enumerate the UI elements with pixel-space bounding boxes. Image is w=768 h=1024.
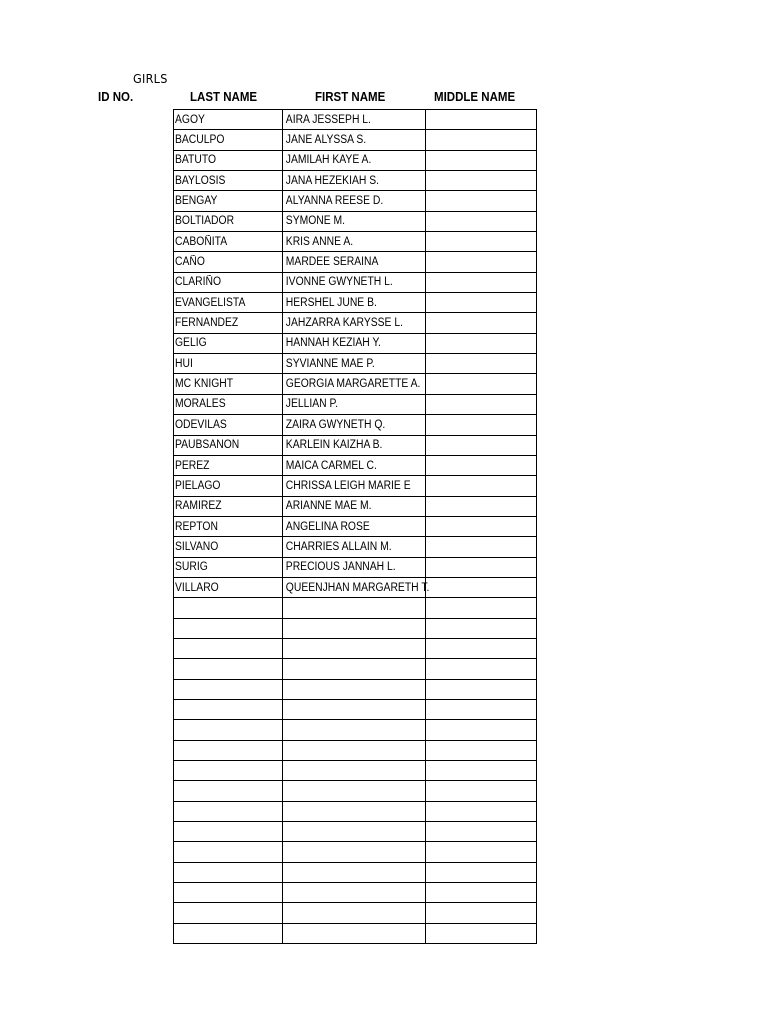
first-name-cell — [282, 252, 425, 272]
table-row — [174, 374, 537, 394]
first-name-cell — [282, 618, 425, 638]
last-name-cell — [174, 557, 283, 577]
last-name-cell-text: PEREZ — [175, 459, 210, 472]
first-name-cell — [282, 150, 425, 170]
last-name-cell — [174, 822, 283, 842]
first-name-cell-text: JANE ALYSSA S. — [285, 134, 367, 147]
first-name-cell — [282, 699, 425, 719]
last-name-cell-text: GELIG — [175, 337, 207, 350]
header-last-name: LAST NAME — [190, 90, 258, 104]
middle-name-cell — [426, 557, 537, 577]
first-name-cell-text: HERSHEL JUNE B. — [285, 296, 377, 309]
first-name-cell — [282, 455, 425, 475]
table-row — [174, 638, 537, 658]
first-name-cell — [282, 130, 425, 150]
middle-name-cell — [426, 333, 537, 353]
first-name-cell-text: HANNAH KEZIAH Y. — [285, 337, 381, 350]
first-name-cell-text: ZAIRA GWYNETH Q. — [285, 418, 386, 431]
last-name-cell-text: ODEVILAS — [175, 418, 227, 431]
table-row — [174, 903, 537, 923]
first-name-cell — [282, 333, 425, 353]
first-name-cell-text: KRIS ANNE A. — [285, 235, 353, 248]
middle-name-cell — [426, 598, 537, 618]
table-row — [174, 150, 537, 170]
first-name-cell-text: CHARRIES ALLAIN M. — [285, 540, 392, 553]
first-name-cell-text: JAHZARRA KARYSSE L. — [285, 317, 403, 330]
last-name-cell-text: PAUBSANON — [175, 439, 240, 452]
table-row — [174, 435, 537, 455]
middle-name-cell — [426, 394, 537, 414]
last-name-cell — [174, 171, 283, 191]
first-name-cell — [282, 516, 425, 536]
first-name-cell — [282, 191, 425, 211]
last-name-cell — [174, 699, 283, 719]
student-roster-table — [173, 109, 537, 944]
table-row — [174, 618, 537, 638]
last-name-cell-text: VILLARO — [175, 581, 219, 594]
middle-name-cell — [426, 862, 537, 882]
last-name-cell — [174, 150, 283, 170]
middle-name-cell — [426, 293, 537, 313]
middle-name-cell — [426, 272, 537, 292]
last-name-cell — [174, 720, 283, 740]
first-name-cell — [282, 761, 425, 781]
middle-name-cell — [426, 699, 537, 719]
middle-name-cell — [426, 679, 537, 699]
middle-name-cell — [426, 415, 537, 435]
first-name-cell — [282, 232, 425, 252]
middle-name-cell — [426, 516, 537, 536]
first-name-cell-text: MAICA CARMEL C. — [285, 459, 377, 472]
middle-name-cell — [426, 923, 537, 943]
last-name-cell — [174, 842, 283, 862]
middle-name-cell — [426, 577, 537, 597]
last-name-cell — [174, 862, 283, 882]
last-name-cell-text: AGOY — [175, 113, 205, 126]
table-row — [174, 720, 537, 740]
last-name-cell — [174, 598, 283, 618]
table-row — [174, 781, 537, 801]
last-name-cell-text: RAMIREZ — [175, 500, 222, 513]
middle-name-cell — [426, 211, 537, 231]
header-first-name: FIRST NAME — [315, 90, 386, 104]
last-name-cell — [174, 740, 283, 760]
last-name-cell-text: EVANGELISTA — [175, 296, 246, 309]
last-name-cell — [174, 801, 283, 821]
first-name-cell-text: JAMILAH KAYE A. — [285, 154, 372, 167]
first-name-cell-text: QUEENJHAN MARGARETH T. — [285, 581, 430, 594]
table-row — [174, 252, 537, 272]
last-name-cell — [174, 781, 283, 801]
last-name-cell — [174, 354, 283, 374]
last-name-cell-text: SURIG — [175, 561, 208, 574]
table-row — [174, 537, 537, 557]
middle-name-cell — [426, 903, 537, 923]
last-name-cell — [174, 394, 283, 414]
middle-name-cell — [426, 659, 537, 679]
last-name-cell — [174, 191, 283, 211]
section-title: GIRLS — [133, 71, 168, 86]
last-name-cell — [174, 415, 283, 435]
first-name-cell — [282, 496, 425, 516]
last-name-cell — [174, 923, 283, 943]
first-name-cell-text: MARDEE SERAINA — [285, 256, 379, 269]
last-name-cell-text: BOLTIADOR — [175, 215, 235, 228]
last-name-cell — [174, 903, 283, 923]
middle-name-cell — [426, 252, 537, 272]
first-name-cell — [282, 781, 425, 801]
first-name-cell — [282, 313, 425, 333]
table-row — [174, 211, 537, 231]
last-name-cell — [174, 455, 283, 475]
first-name-cell — [282, 598, 425, 618]
first-name-cell — [282, 822, 425, 842]
table-row — [174, 191, 537, 211]
last-name-cell — [174, 496, 283, 516]
last-name-cell — [174, 313, 283, 333]
first-name-cell — [282, 110, 425, 130]
first-name-cell — [282, 923, 425, 943]
first-name-cell — [282, 903, 425, 923]
table-row — [174, 476, 537, 496]
last-name-cell — [174, 537, 283, 557]
table-row — [174, 354, 537, 374]
middle-name-cell — [426, 435, 537, 455]
first-name-cell-text: JELLIAN P. — [285, 398, 338, 411]
first-name-cell-text: JANA HEZEKIAH S. — [285, 174, 379, 187]
last-name-cell — [174, 110, 283, 130]
first-name-cell — [282, 862, 425, 882]
last-name-cell — [174, 638, 283, 658]
last-name-cell — [174, 577, 283, 597]
first-name-cell — [282, 476, 425, 496]
first-name-cell — [282, 740, 425, 760]
table-row — [174, 455, 537, 475]
table-row — [174, 130, 537, 150]
middle-name-cell — [426, 496, 537, 516]
middle-name-cell — [426, 842, 537, 862]
middle-name-cell — [426, 883, 537, 903]
table-row — [174, 699, 537, 719]
table-row — [174, 801, 537, 821]
last-name-cell — [174, 293, 283, 313]
last-name-cell — [174, 130, 283, 150]
last-name-cell-text: MC KNIGHT — [175, 378, 234, 391]
middle-name-cell — [426, 720, 537, 740]
table-row — [174, 923, 537, 943]
table-row — [174, 171, 537, 191]
middle-name-cell — [426, 455, 537, 475]
middle-name-cell — [426, 374, 537, 394]
first-name-cell — [282, 801, 425, 821]
first-name-cell — [282, 659, 425, 679]
table-row — [174, 333, 537, 353]
first-name-cell — [282, 293, 425, 313]
table-row — [174, 761, 537, 781]
middle-name-cell — [426, 171, 537, 191]
first-name-cell — [282, 679, 425, 699]
table-row — [174, 496, 537, 516]
table-row — [174, 842, 537, 862]
first-name-cell — [282, 211, 425, 231]
first-name-cell-text: CHRISSA LEIGH MARIE E — [285, 479, 411, 492]
header-middle-name: MIDDLE NAME — [434, 90, 516, 104]
last-name-cell-text: BENGAY — [175, 195, 218, 208]
first-name-cell — [282, 415, 425, 435]
table-row — [174, 272, 537, 292]
first-name-cell — [282, 537, 425, 557]
table-row — [174, 313, 537, 333]
first-name-cell — [282, 354, 425, 374]
last-name-cell — [174, 252, 283, 272]
first-name-cell — [282, 374, 425, 394]
last-name-cell-text: FERNANDEZ — [175, 317, 239, 330]
middle-name-cell — [426, 191, 537, 211]
first-name-cell — [282, 557, 425, 577]
last-name-cell-text: MORALES — [175, 398, 226, 411]
last-name-cell — [174, 211, 283, 231]
middle-name-cell — [426, 801, 537, 821]
header-id-no: ID NO. — [98, 90, 134, 104]
first-name-cell-text: SYMONE M. — [285, 215, 345, 228]
last-name-cell — [174, 232, 283, 252]
table-row — [174, 516, 537, 536]
first-name-cell-text: IVONNE GWYNETH L. — [285, 276, 393, 289]
last-name-cell — [174, 516, 283, 536]
first-name-cell — [282, 638, 425, 658]
table-row — [174, 293, 537, 313]
first-name-cell-text: PRECIOUS JANNAH L. — [285, 561, 396, 574]
last-name-cell — [174, 618, 283, 638]
last-name-cell — [174, 435, 283, 455]
last-name-cell-text: CLARIÑO — [175, 276, 222, 289]
table-row — [174, 598, 537, 618]
last-name-cell-text: REPTON — [175, 520, 218, 533]
table-row — [174, 577, 537, 597]
last-name-cell-text: PIELAGO — [175, 479, 221, 492]
last-name-cell-text: SILVANO — [175, 540, 219, 553]
middle-name-cell — [426, 354, 537, 374]
first-name-cell-text: ANGELINA ROSE — [285, 520, 370, 533]
first-name-cell — [282, 394, 425, 414]
first-name-cell — [282, 272, 425, 292]
first-name-cell — [282, 720, 425, 740]
middle-name-cell — [426, 618, 537, 638]
middle-name-cell — [426, 740, 537, 760]
first-name-cell — [282, 883, 425, 903]
last-name-cell — [174, 679, 283, 699]
table-row — [174, 394, 537, 414]
middle-name-cell — [426, 232, 537, 252]
last-name-cell-text: CAÑO — [175, 256, 205, 269]
last-name-cell — [174, 272, 283, 292]
middle-name-cell — [426, 781, 537, 801]
last-name-cell-text: BATUTO — [175, 154, 217, 167]
first-name-cell-text: SYVIANNE MAE P. — [285, 357, 375, 370]
table-row — [174, 415, 537, 435]
first-name-cell-text: ARIANNE MAE M. — [285, 500, 372, 513]
middle-name-cell — [426, 638, 537, 658]
middle-name-cell — [426, 537, 537, 557]
roster-body — [174, 110, 537, 944]
table-row — [174, 659, 537, 679]
last-name-cell-text: BAYLOSIS — [175, 174, 226, 187]
last-name-cell-text: CABOÑITA — [175, 235, 228, 248]
first-name-cell — [282, 842, 425, 862]
last-name-cell — [174, 333, 283, 353]
first-name-cell-text: KARLEIN KAIZHA B. — [285, 439, 383, 452]
middle-name-cell — [426, 150, 537, 170]
table-row — [174, 740, 537, 760]
first-name-cell-text: ALYANNA REESE D. — [285, 195, 384, 208]
table-row — [174, 110, 537, 130]
middle-name-cell — [426, 110, 537, 130]
middle-name-cell — [426, 476, 537, 496]
table-row — [174, 679, 537, 699]
middle-name-cell — [426, 761, 537, 781]
middle-name-cell — [426, 130, 537, 150]
last-name-cell-text: BACULPO — [175, 134, 225, 147]
last-name-cell-text: HUI — [175, 357, 193, 370]
last-name-cell — [174, 761, 283, 781]
first-name-cell — [282, 577, 430, 597]
first-name-cell-text: GEORGIA MARGARETTE A. — [285, 378, 421, 391]
first-name-cell-text: AIRA JESSEPH L. — [285, 113, 371, 126]
last-name-cell — [174, 883, 283, 903]
table-row — [174, 883, 537, 903]
first-name-cell — [282, 435, 425, 455]
first-name-cell — [282, 171, 425, 191]
table-row — [174, 557, 537, 577]
middle-name-cell — [426, 313, 537, 333]
table-row — [174, 822, 537, 842]
last-name-cell — [174, 659, 283, 679]
table-row — [174, 862, 537, 882]
middle-name-cell — [426, 822, 537, 842]
table-row — [174, 232, 537, 252]
last-name-cell — [174, 374, 283, 394]
last-name-cell — [174, 476, 283, 496]
